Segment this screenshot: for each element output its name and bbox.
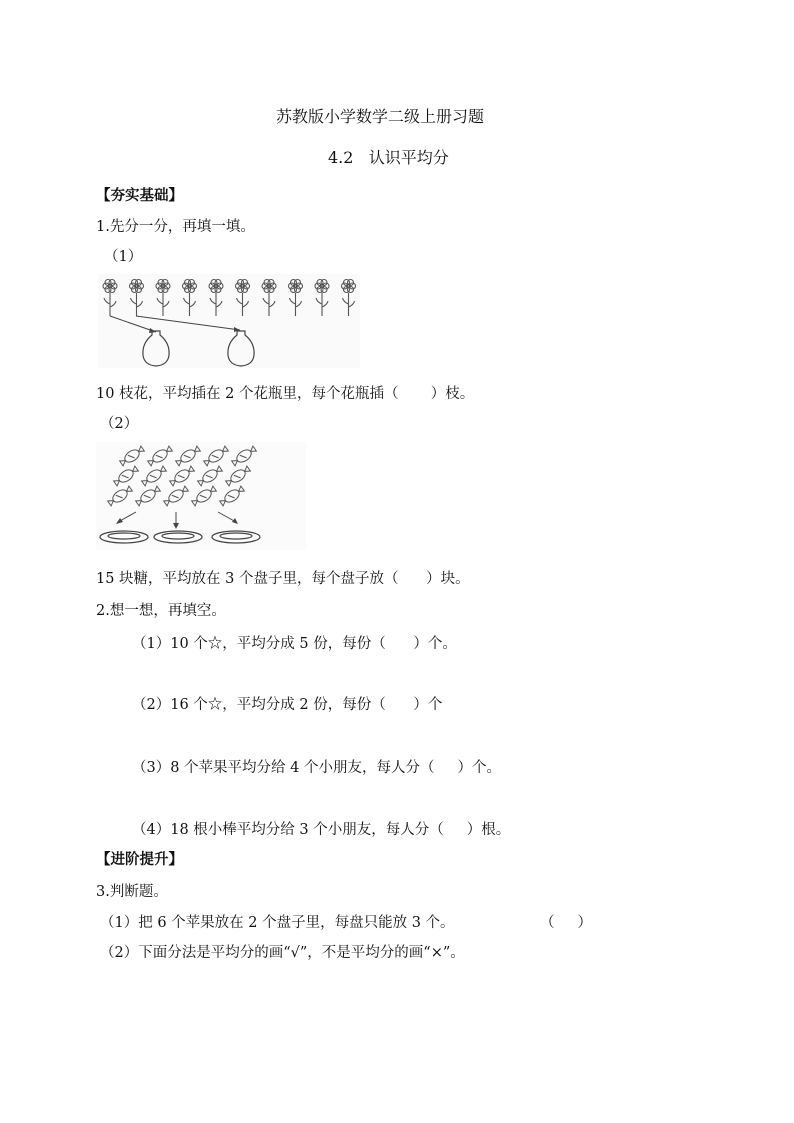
lesson-title: 4.2 认识平均分 [328,148,449,167]
flowers-vases-illustration [98,274,360,368]
question-2-item: （1）10 个☆，平均分成 5 份，每份（ ）个。 [132,636,457,652]
question-1-part-2-text: 15 块糖，平均放在 3 个盘子里，每个盘子放（ ）块。 [96,571,470,587]
question-2-item: （2）16 个☆，平均分成 2 份，每份（ ）个 [132,697,443,713]
question-2-item: （4）18 根小棒平均分给 3 个小朋友，每人分（ ）根。 [132,822,511,838]
question-3-item-2: （2）下面分法是平均分的画“√”，不是平均分的画“×”。 [100,945,465,961]
question-1-part-2-label: （2） [100,416,139,432]
question-3-prompt: 3.判断题。 [96,884,168,900]
question-3-item-1-answer-blank: （ ） [540,915,593,931]
question-1-part-1-label: （1） [104,249,143,265]
question-1-part-1-text: 10 枝花，平均插在 2 个花瓶里，每个花瓶插（ ）枝。 [96,386,475,402]
question-2-prompt: 2.想一想，再填空。 [96,603,226,619]
candies-plates-illustration [96,442,306,550]
page-title: 苏教版小学数学二级上册习题 [276,107,485,126]
section-heading-advanced: 【进阶提升】 [96,851,183,868]
question-2-item: （3）8 个苹果平均分给 4 个小朋友，每人分（ ）个。 [132,760,502,776]
question-3-item-1: （1）把 6 个苹果放在 2 个盘子里，每盘只能放 3 个。 [100,915,455,931]
section-heading-basic: 【夯实基础】 [96,187,183,204]
question-1-prompt: 1.先分一分，再填一填。 [96,219,255,235]
